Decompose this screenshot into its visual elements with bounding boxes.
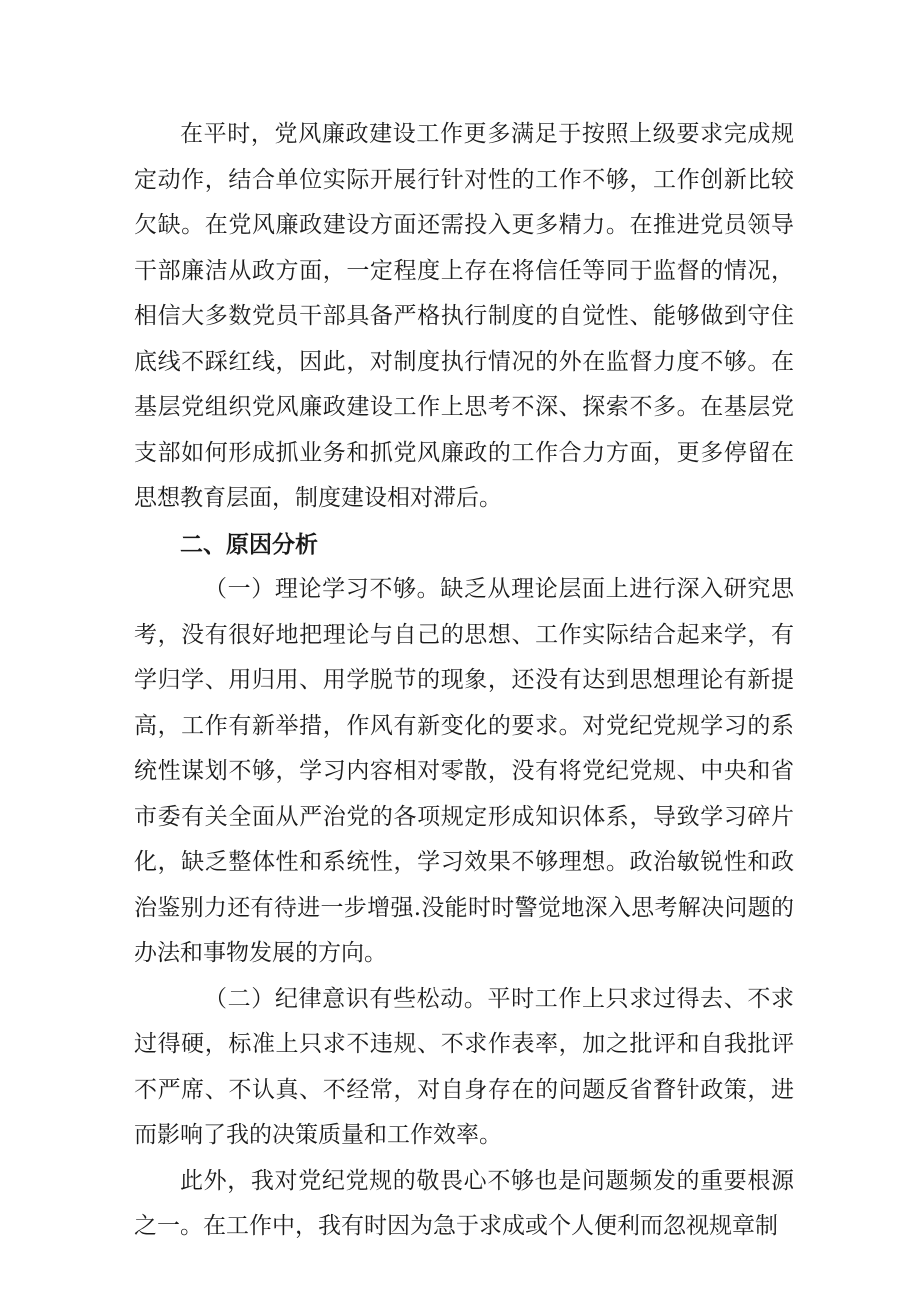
document-page [134,112,794,1250]
paragraph-performance-issues: 在平时，党风廉政建设工作更多满足于按照上级要求完成规定动作，结合单位实际开展行针对性的工作不够，工作创新比较欠缺。在党风廉政建设方面还需投入更多精力。在推进党员领导干部廉洁从政方面，一定程度上存在将信任等同于监督的情况，相信大多数党员干部具备严格执行制度的自觉性、能够做到守住底线不踩红线，因此，对制度执行情况的外在监督力度不够。在基层党组织党风廉政建设工作上思考不深、探索不多。在基层党支部如何形成抓业务和抓党风廉政的工作合力方面，更多停留在思想教育层面，制度建设相对滞后。 [134,121,794,511]
section-heading-cause-analysis: 二、原因分析 [180,530,318,558]
paragraph-discipline-awareness: （二）纪律意识有些松动。平时工作上只求过得去、不求过得硬，标准上只求不违规、不求作表率，加之批评和自我批评不严席、不认真、不经常，对自身存在的问题反省瞀针政策，进而影响了我的决策质量和工作效率。 [134,985,794,1148]
paragraph-theory-study: （一）理论学习不够。缺乏从理论层面上进行深入研究思考，没有很好地把理论与自己的思想、工作实际结合起来学，有学归学、用归用、用学脱节的现象，还没有达到思想理论有新提高，工作有新举措，作风有新变化的要求。对党纪党规学习的系统性谋划不够，学习内容相对零散，没有将党纪党规、中央和省市委有关全面从严治党的各项规定形成知识体系，导致学习碎片化，缺乏整体性和系统性，学习效果不够理想。政治敏锐性和政治鉴别力还有待进一步增强.没能时时警觉地深入思考解决问题的办法和事物发展的方向。 [134,576,794,966]
paragraph-additional-cause: 此外，我对党纪党规的敬畏心不够也是问题频发的重要根源之一。在工作中，我有时因为急于求成或个人便利而忽视规章制 [134,1167,794,1239]
